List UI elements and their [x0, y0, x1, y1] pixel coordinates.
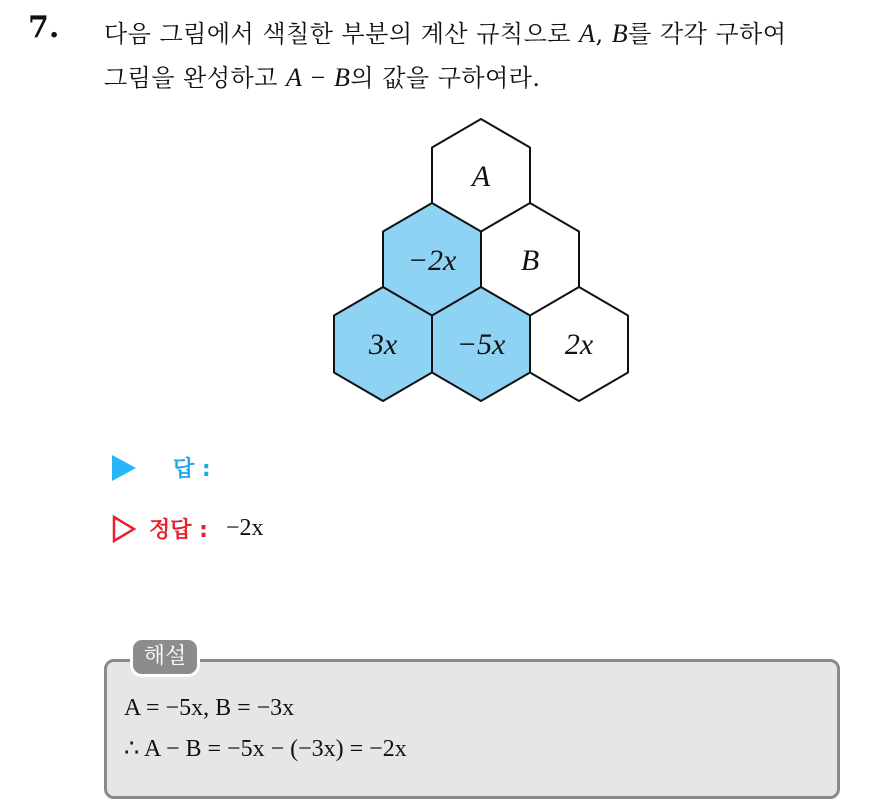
question-expression: A − B — [286, 63, 351, 92]
question-number: 7. — [28, 10, 60, 45]
correct-answer-label: 정답 : — [149, 518, 208, 543]
filled-triangle-icon — [112, 455, 136, 481]
question-line-2 — [104, 56, 874, 100]
question-var-a: A — [579, 19, 596, 48]
question-line1-after: 를 각각 구하여 — [628, 20, 787, 48]
hexagon-label-bottom-right: 2x — [564, 328, 594, 361]
hexagon-label-bottom-center: −5x — [456, 328, 506, 361]
question-line-1 — [104, 12, 874, 56]
correct-answer-value: −2x — [225, 515, 264, 541]
question-line2-after: 의 값을 구하여라. — [350, 64, 541, 92]
question-var-b: B — [611, 19, 629, 48]
hexagon-pyramid-figure — [325, 112, 637, 408]
answer-row — [112, 452, 211, 483]
question-text — [104, 12, 874, 100]
hexagon-label-mid-right: B — [520, 244, 540, 277]
question-line1-before: 다음 그림에서 색칠한 부분의 계산 규칙으로 — [104, 20, 580, 48]
hexagon-label-mid-left: −2x — [407, 244, 457, 277]
hexagon-pyramid-svg — [325, 112, 637, 408]
explanation-line-1: A = −5x, B = −3x — [124, 695, 295, 721]
question-comma: , — [595, 20, 612, 48]
hexagon-label-bottom-left: 3x — [368, 328, 398, 361]
explanation-box — [104, 659, 840, 799]
outline-triangle-icon — [112, 515, 136, 543]
question-line2-before: 그림을 완성하고 — [104, 64, 287, 92]
explanation-tab: 해설 — [130, 637, 200, 677]
hexagon-label-top: A — [471, 160, 491, 193]
answer-label: 답 : — [173, 457, 211, 482]
explanation-line-2: ∴ A − B = −5x − (−3x) = −2x — [124, 736, 407, 762]
correct-answer-row — [112, 513, 264, 544]
